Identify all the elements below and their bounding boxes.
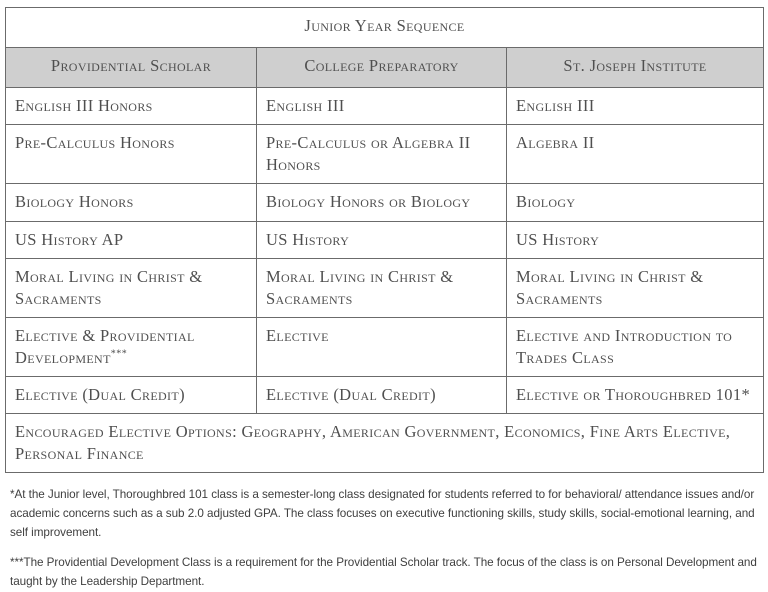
table-row bbox=[6, 318, 764, 377]
cell-providential-math: Pre-Calculus Honors bbox=[6, 125, 257, 184]
table-header-row bbox=[6, 48, 764, 88]
table-row bbox=[6, 184, 764, 221]
table-row bbox=[6, 221, 764, 258]
cell-providential-history: US History AP bbox=[6, 221, 257, 258]
cell-providential-science: Biology Honors bbox=[6, 184, 257, 221]
table-title-row bbox=[6, 8, 764, 48]
cell-stjoseph-thoroughbred: Elective or Thoroughbred 101* bbox=[507, 376, 764, 413]
cell-collegeprep-dual-credit: Elective (Dual Credit) bbox=[257, 376, 507, 413]
table-row bbox=[6, 376, 764, 413]
cell-collegeprep-theology: Moral Living in Christ & Sacraments bbox=[257, 259, 507, 318]
cell-stjoseph-history: US History bbox=[507, 221, 764, 258]
cell-collegeprep-english: English III bbox=[257, 88, 507, 125]
cell-providential-dual-credit: Elective (Dual Credit) bbox=[6, 376, 257, 413]
cell-collegeprep-math: Pre-Calculus or Algebra II Honors bbox=[257, 125, 507, 184]
cell-providential-english: English III Honors bbox=[6, 88, 257, 125]
table-row bbox=[6, 88, 764, 125]
cell-collegeprep-elective: Elective bbox=[257, 318, 507, 377]
footnotes-section bbox=[5, 486, 763, 592]
cell-stjoseph-theology: Moral Living in Christ & Sacraments bbox=[507, 259, 764, 318]
cell-providential-theology: Moral Living in Christ & Sacraments bbox=[6, 259, 257, 318]
footnote-thoroughbred-101: *At the Junior level, Thoroughbred 101 class is a semester-long class designated for students referred to for behavioral/ attendance issues and/or academic concerns such as a sub 2.0 adjusted GPA. The class focuses on executive functioning skills, study skills, social-emotional learning, and self improvement. bbox=[10, 488, 755, 539]
junior-year-sequence-table bbox=[5, 7, 764, 473]
cell-providential-elective-development bbox=[6, 318, 257, 377]
column-header-st-joseph-institute: St. Joseph Institute bbox=[507, 48, 764, 88]
table-row bbox=[6, 259, 764, 318]
cell-stjoseph-math: Algebra II bbox=[507, 125, 764, 184]
cell-stjoseph-elective-trades: Elective and Introduction to Trades Class bbox=[507, 318, 764, 377]
cell-collegeprep-history: US History bbox=[257, 221, 507, 258]
cell-collegeprep-science: Biology Honors or Biology bbox=[257, 184, 507, 221]
table-title: Junior Year Sequence bbox=[6, 8, 764, 48]
encouraged-elective-options: Encouraged Elective Options: Geography, American Government, Economics, Fine Arts Elective, Personal Finance bbox=[6, 414, 764, 473]
column-header-providential-scholar: Providential Scholar bbox=[6, 48, 257, 88]
cell-stjoseph-science: Biology bbox=[507, 184, 764, 221]
footnote-providential-development: ***The Providential Development Class is a requirement for the Providential Scholar track. The focus of the class is on Personal Development and taught by the Leadership Department. bbox=[10, 556, 757, 589]
cell-providential-elective-development-text: Elective & Providential Development bbox=[15, 326, 195, 367]
table-row bbox=[6, 125, 764, 184]
cell-stjoseph-english: English III bbox=[507, 88, 764, 125]
table-footer-row bbox=[6, 414, 764, 473]
column-header-college-preparatory: College Preparatory bbox=[257, 48, 507, 88]
footnote-marker-triple-asterisk: *** bbox=[110, 348, 128, 359]
